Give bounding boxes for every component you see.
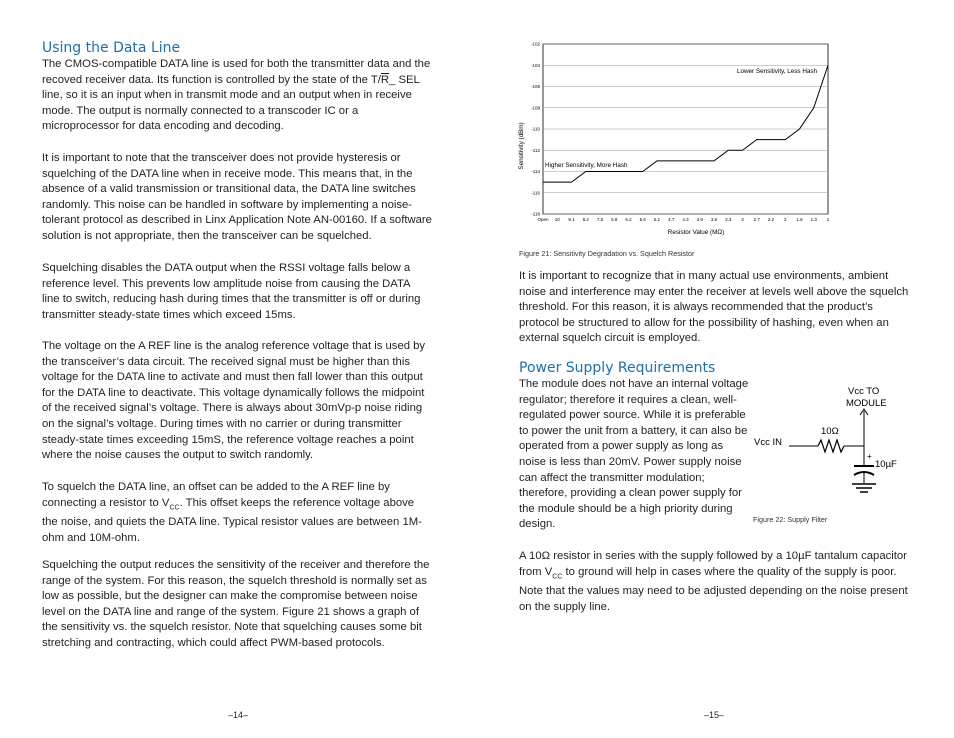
x-tick-label: 10 <box>554 217 560 222</box>
y-tick-label: -110 <box>531 126 540 132</box>
text-segment: To squelch the DATA line, an offset can be added to the A REF line by connecting a resistor to V <box>42 481 390 509</box>
y-tick-label: -116 <box>531 190 540 196</box>
x-tick-label: 3.6 <box>710 217 718 222</box>
x-tick-label: 9.1 <box>568 217 575 222</box>
x-tick-label: 6.2 <box>625 217 632 222</box>
paragraph-squelching: Squelching disables the DATA output when the RSSI voltage falls below a reference level. This prevents low amplitude noise from causing the DATA line to switch, reducing hash during times that the transmitter is off or during transmitter steady-state times which exceed 15ms. <box>42 262 421 321</box>
x-tick-label: 8.2 <box>582 217 589 222</box>
x-tick-label: 5.6 <box>639 217 646 222</box>
x-tick-label: 3 <box>741 217 744 222</box>
paragraph-filter <box>519 549 911 616</box>
x-tick-label: 1 <box>826 217 830 222</box>
text-segment: . This offset keeps the reference voltage above the noise, and quiets the DATA line. Typical resistor values are between 1M-ohm and 10M-ohm. <box>42 496 422 545</box>
y-tick-label: -104 <box>530 62 540 68</box>
paragraph-power-supply: The module does not have an internal voltage regulator; therefore it requires a clean, well-regulated power source. While it is preferable to power the unit from a battery, it can also be operated from a power supply as long as noise is less than 20mV. Power supply noise can affect the transmitter modulation; therefore, providing a clean power supply for the module should be a high priority during design. <box>519 378 749 531</box>
supply-filter-circuit <box>751 380 921 510</box>
y-tick-label: -108 <box>530 105 540 111</box>
x-tick-label: 4.7 <box>668 217 675 222</box>
x-tick-label: 1.3 <box>810 217 817 222</box>
label-resistor: 10Ω <box>821 426 839 437</box>
y-tick-label: -106 <box>530 84 540 89</box>
x-tick-label: 6.8 <box>611 217 618 222</box>
page-number-right: –15– <box>704 710 725 720</box>
label-plus: + <box>867 452 872 461</box>
y-tick-label: -118 <box>531 211 540 217</box>
x-tick-label: 2.7 <box>753 217 760 222</box>
y-tick-label: -112 <box>531 147 540 153</box>
x-tick-labels <box>537 217 829 222</box>
section-heading-power-supply: Power Supply Requirements <box>519 360 716 376</box>
overline-r: $\overline{R}$ <box>380 73 390 86</box>
x-tick-label: 7.5 <box>596 217 604 222</box>
x-tick-label: 5.1 <box>653 217 661 222</box>
paragraph-aref: The voltage on the A REF line is the analog reference voltage that is used by the transceiver’s data circuit. The received signal must be higher than this voltage for the DATA line to activate and must then fall lower than this output for the DATA line to deactivate. This voltage dynamically follows the midpoint of the received signal’s voltage. There is always about 30mVp-p noise riding on the signal’s voltage. During times with no carrier or during transmitter steady-state times exceeding 15mS, the reference voltage reaches a point where the noise causes the output to switch randomly. <box>42 340 426 462</box>
x-tick-label: 3.9 <box>696 217 703 222</box>
text-segment: to ground will help in cases where the quality of the supply is poor. Note that the values may need to be adjusted depending on the noise present on the supply line. <box>519 565 908 614</box>
label-vcc-in: Vcc IN <box>754 437 782 448</box>
figure-21-caption: Figure 21: Sensitivity Degradation vs. Squelch Resistor <box>519 249 695 258</box>
x-tick-label: 3.3 <box>725 217 732 222</box>
resistor-symbol <box>818 440 844 452</box>
text-segment: _ SEL line, so it is an input when in transmit mode and an output when in receive mode. The output is normally connected to a transcoder IC or a microprocessor for data encoding and decoding. <box>42 73 420 133</box>
y-tick-label: -114 <box>531 169 540 174</box>
label-capacitor: 10µF <box>875 459 897 470</box>
text-segment: A 10Ω resistor in series with the supply followed by a 10µF tantalum capacitor from V <box>519 550 907 578</box>
paragraph-squelch-resistor <box>42 480 432 547</box>
y-tick-label: -102 <box>530 41 540 47</box>
page-number-left: –14– <box>228 710 249 720</box>
x-tick-label: 4.3 <box>682 217 689 222</box>
text-segment: The CMOS-compatible DATA line is used for both the transmitter data and the recoved receiver data. Its function is controlled by the state of the T/ <box>42 58 431 86</box>
paragraph-sensitivity: Squelching the output reduces the sensitivity of the receiver and therefore the range of the system. For this reason, the squelch threshold is normally set as low as possible, but the designer can make the compromise between noise level on the DATA line and range of the system. Figure 21 shows a graph of the sensitivity vs. the squelch resistor. Note that squelching causes some bit stretching and contracting, which could affect PWM-based protocols. <box>42 559 430 649</box>
y-axis-label: Sensitivity (dBm) <box>518 122 525 170</box>
paragraph-ambient-noise: It is important to recognize that in many actual use environments, ambient noise and interference may enter the receiver at levels well above the squelch threshold. For this reason, it is always recommended that the product’s protocol be structured to allow for the possibility of hashing, even when an external squelch circuit is employed. <box>519 270 909 345</box>
label-module: MODULE <box>846 398 887 409</box>
figure-22-caption: Figure 22: Supply Filter <box>753 515 828 524</box>
paragraph-hysteresis: It is important to note that the transceiver does not provide hysteresis or squelching of the DATA line when in receive mode. This means that, in the absence of a valid transmission or transitional data, the DATA line switches randomly. This noise can be handled in software by implementing a noise-tolerant protocol as described in Linx Application Note AN-00160. If a software solution is not appropriate, then the transceiver can be squelched. <box>42 152 432 242</box>
subscript-cc: CC <box>169 503 180 511</box>
sensitivity-chart <box>513 38 833 238</box>
annotation-lower-sensitivity: Lower Sensitivity, Less Hash <box>737 68 818 75</box>
x-tick-label: 2 <box>783 217 787 222</box>
section-heading-data-line: Using the Data Line <box>42 40 181 56</box>
x-tick-label: 1.6 <box>796 217 803 222</box>
annotation-higher-sensitivity: Higher Sensitivity, More Hash <box>545 162 628 169</box>
subscript-cc: CC <box>552 572 563 580</box>
x-axis-label: Resistor Value (MΩ) <box>667 229 725 236</box>
x-tick-label: 2.2 <box>767 217 775 222</box>
paragraph-data-line-intro <box>42 57 434 135</box>
x-tick-label: Open <box>537 217 549 222</box>
y-tick-labels <box>531 42 541 217</box>
label-vcc-to: Vcc TO <box>848 386 880 397</box>
